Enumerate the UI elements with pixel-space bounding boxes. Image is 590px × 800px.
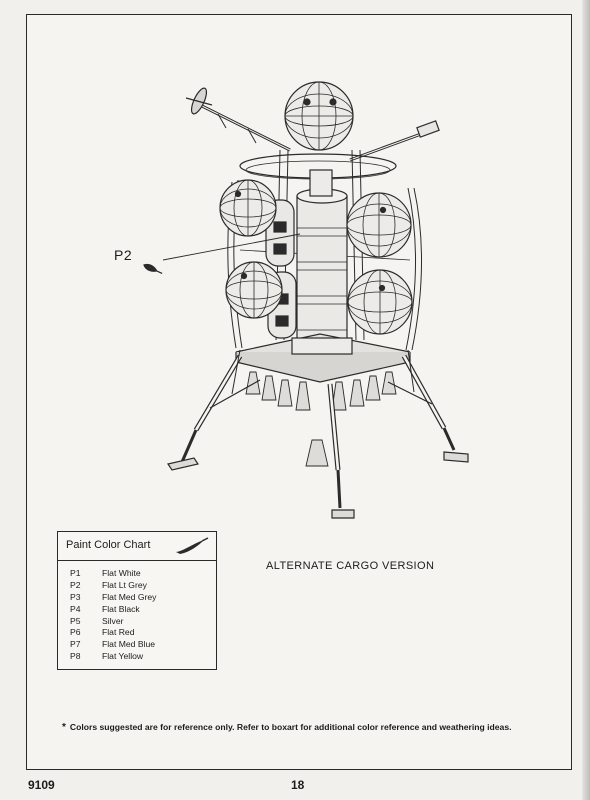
- paint-item: P6 Flat Red: [70, 627, 135, 638]
- p2-callout-label: P2: [114, 247, 133, 263]
- sphere-tank-right-upper: [347, 193, 411, 257]
- p2-brush-icon: [143, 263, 163, 276]
- antenna-boom: [196, 103, 290, 150]
- paint-item: P1 Flat White: [70, 568, 141, 578]
- antenna-dish: [186, 86, 212, 116]
- page-number: 18: [291, 778, 305, 792]
- alternate-version-caption: ALTERNATE CARGO VERSION: [266, 560, 435, 572]
- paint-item: P2 Flat Lt Grey: [70, 579, 147, 590]
- landing-leg-left: [168, 356, 260, 470]
- paint-list: [70, 568, 156, 663]
- paint-item: P5 Silver: [70, 615, 124, 626]
- engine-cluster: [246, 372, 396, 466]
- descent-stage-platform: [236, 334, 410, 382]
- sphere-tank-left-lower: [226, 262, 282, 318]
- top-sphere-tank: [285, 82, 353, 150]
- paint-chart-header: [58, 532, 216, 561]
- paint-item: P4 Flat Black: [70, 603, 140, 614]
- central-cargo-cylinder: [297, 170, 347, 346]
- footnote-text: Colors suggested are for reference only. Refer to boxart for additional color reference and weathering ideas.: [69, 722, 512, 732]
- landing-leg-right: [388, 356, 468, 462]
- paint-item: P7 Flat Med Blue: [70, 639, 156, 650]
- sphere-tank-right-lower: [348, 270, 412, 334]
- paint-item: P3 Flat Med Grey: [70, 591, 157, 602]
- sensor-boom: [350, 121, 439, 160]
- paint-chart-title: Paint Color Chart: [66, 539, 151, 551]
- paint-color-chart: [57, 531, 217, 670]
- paint-item: P8 Flat Yellow: [70, 651, 144, 662]
- paintbrush-icon: [174, 537, 210, 555]
- kit-number: 9109: [28, 778, 55, 792]
- sphere-tank-left-upper: [220, 180, 276, 236]
- footnote-marker: *: [62, 722, 66, 733]
- color-reference-footnote: [62, 722, 511, 733]
